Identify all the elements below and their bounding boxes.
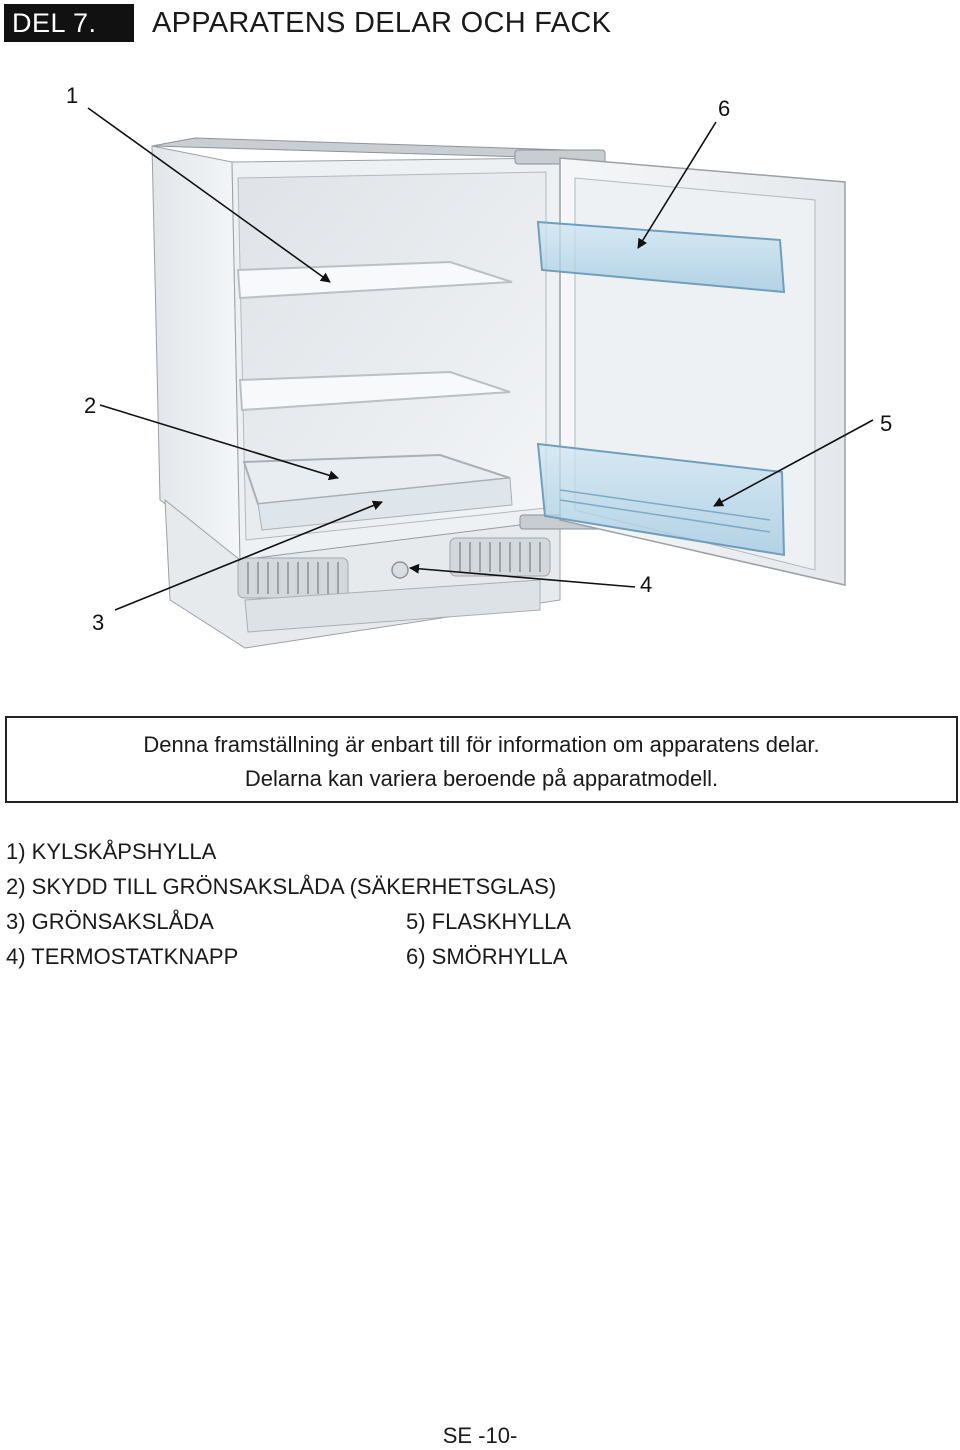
vent-left	[238, 558, 348, 598]
callout-number-3: 3	[92, 610, 105, 635]
section-badge: DEL 7.	[4, 4, 134, 42]
thermostat-knob	[392, 562, 408, 578]
callout-number-6: 6	[718, 96, 731, 121]
legend-item-6: 6) SMÖRHYLLA	[406, 944, 568, 969]
page-title: APPARATENS DELAR OCH FACK	[152, 7, 612, 39]
cabinet-top	[152, 138, 565, 158]
legend-item-1: 1) KYLSKÅPSHYLLA	[6, 839, 217, 864]
page-number: SE -10-	[442, 1423, 518, 1448]
disclaimer-line-1: Denna framställning är enbart till för information om apparatens delar.	[143, 732, 820, 757]
disclaimer-line-2: Delarna kan variera beroende på apparatmodell.	[244, 766, 719, 791]
fridge-illustration	[0, 60, 960, 700]
callout-number-2: 2	[84, 393, 97, 418]
legend-item-4: 4) TERMOSTATKNAPP	[6, 944, 239, 969]
legend-item-5: 5) FLASKHYLLA	[406, 909, 572, 934]
callout-number-5: 5	[880, 411, 893, 436]
legend-item-3: 3) GRÖNSAKSLÅDA	[6, 909, 214, 934]
disclaimer-box	[5, 716, 958, 803]
legend-item-2: 2) SKYDD TILL GRÖNSAKSLÅDA (SÄKERHETSGLAS)	[6, 874, 557, 899]
callout-number-1: 1	[66, 83, 79, 108]
callout-number-4: 4	[640, 572, 653, 597]
